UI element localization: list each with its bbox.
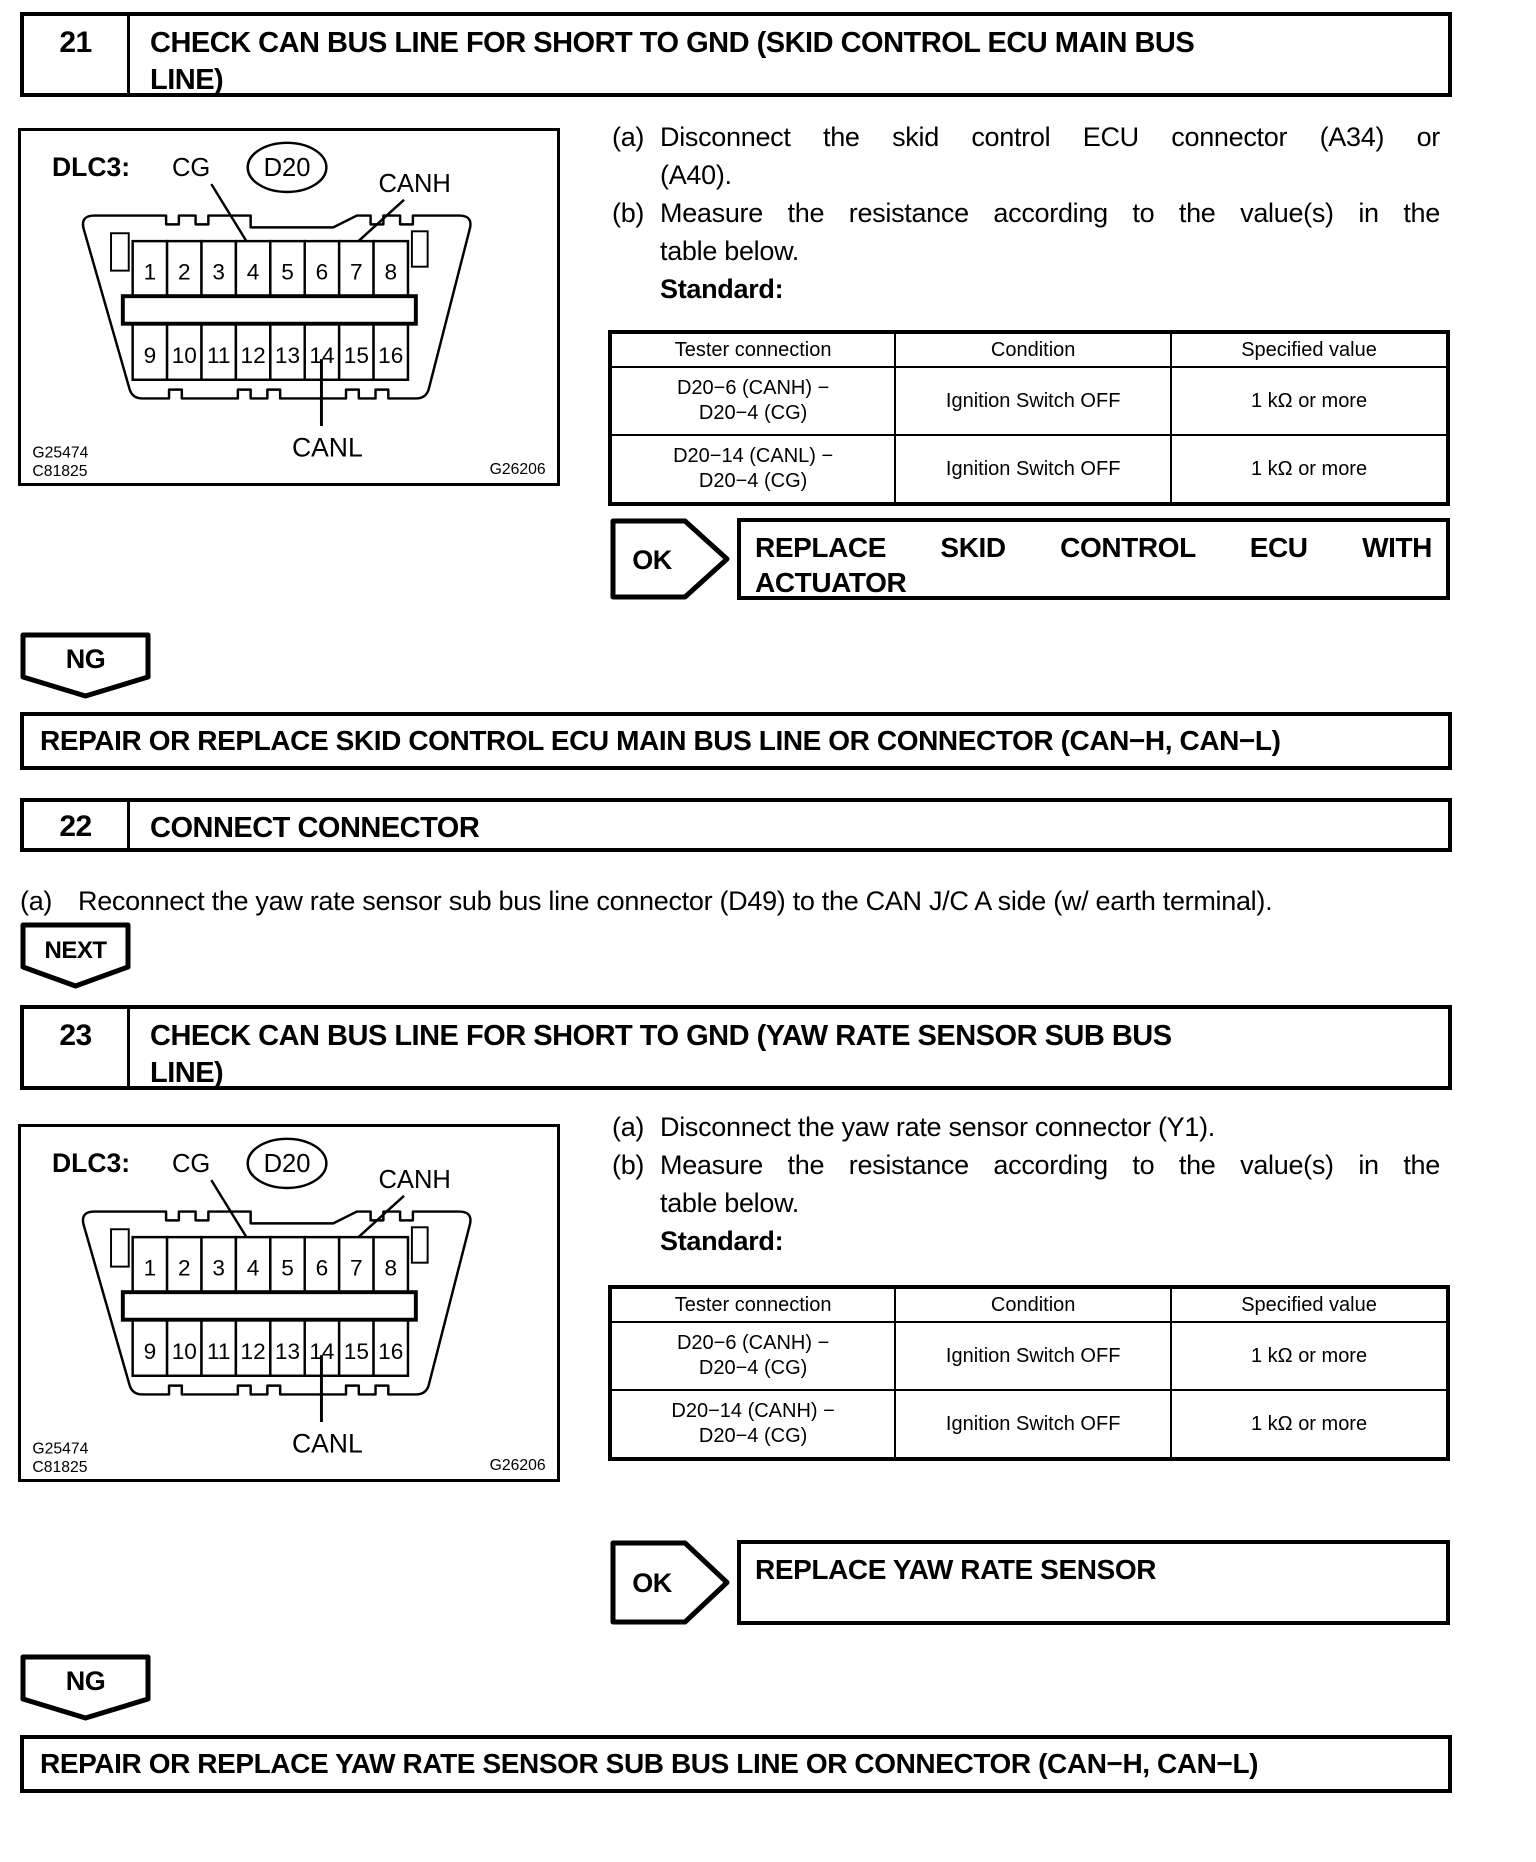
tester-connection-cell <box>611 1322 895 1390</box>
instruction-a-label: (a) <box>612 122 645 152</box>
tester-connection-cell <box>611 367 895 435</box>
instruction-b-line1: Measure the resistance according to the value(s) in the <box>660 198 1440 228</box>
left-mount-hole <box>111 233 129 270</box>
pin-number: 12 <box>240 343 266 369</box>
step-23-instructions <box>612 1108 1450 1260</box>
pin-number: 13 <box>274 1339 301 1365</box>
spec-table-2 <box>608 1285 1450 1461</box>
ng-action-text: REPAIR OR REPLACE SKID CONTROL ECU MAIN BUS LINE OR CONNECTOR (CAN−H, CAN−L) <box>40 725 1281 756</box>
ng-action-text: REPAIR OR REPLACE YAW RATE SENSOR SUB BUS LINE OR CONNECTOR (CAN−H, CAN−L) <box>40 1748 1259 1779</box>
pin-number: 9 <box>143 1339 157 1365</box>
pin-number: 3 <box>212 259 225 285</box>
ok-action-line2: ACTUATOR <box>755 567 907 598</box>
col-specified-value: Specified value <box>1171 1288 1447 1322</box>
pin-number: 14 <box>309 343 335 369</box>
tester-connection-cell <box>611 1390 895 1458</box>
figure-code-left-1: G25474 <box>32 444 89 462</box>
right-mount-hole <box>412 1227 428 1262</box>
canl-pin-label: CANL <box>291 432 363 463</box>
tester-line2: D20−4 (CG) <box>698 470 808 492</box>
cg-pin-label: CG <box>171 1150 211 1179</box>
tester-connection-cell <box>611 435 895 503</box>
figure-code-right: G26206 <box>489 1457 546 1475</box>
instruction-b <box>612 1146 1450 1222</box>
specified-value-cell: 1 kΩ or more <box>1171 1322 1447 1390</box>
table-row <box>611 1322 1447 1390</box>
pin-number: 15 <box>343 1339 369 1365</box>
figure-code-left-2: C81825 <box>32 463 88 481</box>
pin-number: 15 <box>343 343 369 369</box>
standard-label: Standard: <box>660 1226 784 1256</box>
instruction-b-label: (b) <box>612 198 645 228</box>
ok-arrow-1 <box>610 518 730 600</box>
specified-value-cell: 1 kΩ or more <box>1171 1390 1447 1458</box>
figure-code-right: G26206 <box>489 461 546 479</box>
tester-line1: D20−14 (CANL) − <box>673 445 834 467</box>
ok-arrow-label: OK <box>632 1568 672 1598</box>
instruction-b-line2: table below. <box>660 1188 800 1218</box>
step-21-title-line1: CHECK CAN BUS LINE FOR SHORT TO GND (SKID CONTROL ECU MAIN BUS <box>150 27 1195 59</box>
pin-number: 5 <box>281 1255 294 1281</box>
ng-pennant-label: NG <box>65 644 106 674</box>
step-21-number: 21 <box>24 16 130 93</box>
step-21-title-line2: LINE) <box>150 64 224 96</box>
pin-number: 3 <box>212 1255 225 1281</box>
cg-pin-label: CG <box>171 154 211 183</box>
right-mount-hole <box>412 231 428 266</box>
step-23-number: 23 <box>24 1009 130 1086</box>
tester-line2: D20−4 (CG) <box>698 1357 808 1379</box>
pin-number: 1 <box>143 259 157 285</box>
step-22-title-line1: CONNECT CONNECTOR <box>150 812 480 844</box>
dlc3-diagram-figure-1 <box>18 128 560 486</box>
step-23-title-line1: CHECK CAN BUS LINE FOR SHORT TO GND (YAW RATE SENSOR SUB BUS <box>150 1020 1172 1052</box>
dlc3-connector-drawing <box>21 131 557 483</box>
pin-number: 10 <box>171 1339 197 1365</box>
ok-arrow-label: OK <box>632 545 672 575</box>
step-23-header <box>20 1005 1452 1090</box>
instruction-a-line2: (A40). <box>660 160 732 190</box>
tester-line1: D20−6 (CANH) − <box>676 377 830 399</box>
ng-pennant-label: NG <box>65 1666 106 1696</box>
table-header-row <box>611 333 1447 367</box>
left-mount-hole <box>111 1229 129 1266</box>
instruction-b <box>612 194 1450 270</box>
condition-cell: Ignition Switch OFF <box>895 1322 1171 1390</box>
condition-cell: Ignition Switch OFF <box>895 367 1171 435</box>
ng-pennant-2 <box>20 1654 152 1724</box>
col-specified-value: Specified value <box>1171 333 1447 367</box>
pin-row-top <box>133 241 408 296</box>
step-22-instructions <box>20 882 1480 920</box>
col-condition: Condition <box>895 1288 1171 1322</box>
step-21-title <box>130 16 1195 96</box>
specified-value-cell: 1 kΩ or more <box>1171 367 1447 435</box>
pin-number: 16 <box>378 343 404 369</box>
connector-id-label: D20 <box>263 154 311 183</box>
pin-number: 7 <box>350 1255 363 1281</box>
pin-number: 11 <box>206 343 231 369</box>
pin-number: 12 <box>240 1339 266 1365</box>
pin-number: 6 <box>315 259 329 285</box>
connector-center-bar <box>123 1292 416 1320</box>
col-condition: Condition <box>895 333 1171 367</box>
step-21-header <box>20 12 1452 97</box>
col-tester-connection: Tester connection <box>611 333 895 367</box>
instruction-b-line1: Measure the resistance according to the value(s) in the <box>660 1150 1440 1180</box>
pin-number: 4 <box>246 1255 260 1281</box>
standard-label: Standard: <box>660 274 784 304</box>
pin-number: 1 <box>143 1255 157 1281</box>
dlc3-label: DLC3: <box>52 152 131 183</box>
specified-value-cell: 1 kΩ or more <box>1171 435 1447 503</box>
ok-action-line1: REPLACE SKID CONTROL ECU WITH <box>755 532 1432 563</box>
ok-action-line1: REPLACE YAW RATE SENSOR <box>755 1554 1157 1585</box>
pin-number: 5 <box>281 259 294 285</box>
instruction-b-line2: table below. <box>660 236 800 266</box>
instruction-a-label: (a) <box>612 1112 645 1142</box>
ok-action-box-2 <box>737 1540 1450 1625</box>
pin-number: 8 <box>384 1255 398 1281</box>
canl-pin-label: CANL <box>291 1428 363 1459</box>
dlc3-label: DLC3: <box>52 1148 131 1179</box>
pin-number: 11 <box>206 1339 231 1365</box>
step-21-instructions <box>612 118 1450 308</box>
table-row <box>611 435 1447 503</box>
spec-table-1 <box>608 330 1450 506</box>
step-23-title-line2: LINE) <box>150 1057 224 1089</box>
tester-line2: D20−4 (CG) <box>698 402 808 424</box>
pin-row-top <box>133 1237 408 1292</box>
figure-code-left-2: C81825 <box>32 1459 88 1477</box>
pin-number: 2 <box>177 1255 191 1281</box>
dlc3-connector-drawing <box>21 1127 557 1479</box>
ng-pennant-1 <box>20 632 152 702</box>
next-pennant-label: NEXT <box>44 937 107 964</box>
instruction-a <box>612 118 1450 194</box>
instruction-a-line1: Disconnect the yaw rate sensor connector (Y1). <box>660 1112 1215 1142</box>
pin-number: 7 <box>350 259 363 285</box>
condition-cell: Ignition Switch OFF <box>895 1390 1171 1458</box>
step-23-title <box>130 1009 1172 1089</box>
ng-action-box-2 <box>20 1735 1452 1793</box>
step-22-header <box>20 798 1452 852</box>
table-row <box>611 1390 1447 1458</box>
tester-line1: D20−14 (CANH) − <box>671 1400 835 1422</box>
tester-line1: D20−6 (CANH) − <box>676 1332 830 1354</box>
connector-id-label: D20 <box>263 1150 311 1179</box>
instruction-b-label: (b) <box>612 1150 645 1180</box>
next-pennant <box>20 922 132 992</box>
table-row <box>611 367 1447 435</box>
pin-number: 16 <box>378 1339 404 1365</box>
ok-action-box-1 <box>737 518 1450 600</box>
instruction-a-line1: Disconnect the skid control ECU connector (A34) or <box>660 122 1440 152</box>
pin-number: 10 <box>171 343 197 369</box>
ok-arrow-2 <box>610 1540 730 1625</box>
instruction-a-label: (a) <box>20 886 53 916</box>
instruction-a <box>20 882 1480 920</box>
figure-code-left-1: G25474 <box>32 1440 89 1458</box>
step-22-title <box>130 802 479 848</box>
ng-action-box-1 <box>20 712 1452 770</box>
condition-cell: Ignition Switch OFF <box>895 435 1171 503</box>
instruction-a-line1: Reconnect the yaw rate sensor sub bus line connector (D49) to the CAN J/C A side (w/ earth terminal). <box>78 886 1273 916</box>
step-22-number: 22 <box>24 802 130 848</box>
pin-number: 9 <box>143 343 157 369</box>
instruction-a <box>612 1108 1450 1146</box>
col-tester-connection: Tester connection <box>611 1288 895 1322</box>
canh-pin-label: CANH <box>378 169 451 198</box>
connector-center-bar <box>123 296 416 324</box>
pin-number: 14 <box>309 1339 335 1365</box>
table-header-row <box>611 1288 1447 1322</box>
pin-number: 4 <box>246 259 260 285</box>
pin-number: 8 <box>384 259 398 285</box>
canh-pin-label: CANH <box>378 1165 451 1194</box>
tester-line2: D20−4 (CG) <box>698 1425 808 1447</box>
pin-number: 6 <box>315 1255 329 1281</box>
dlc3-diagram-figure-2 <box>18 1124 560 1482</box>
pin-number: 2 <box>177 259 191 285</box>
pin-number: 13 <box>274 343 301 369</box>
